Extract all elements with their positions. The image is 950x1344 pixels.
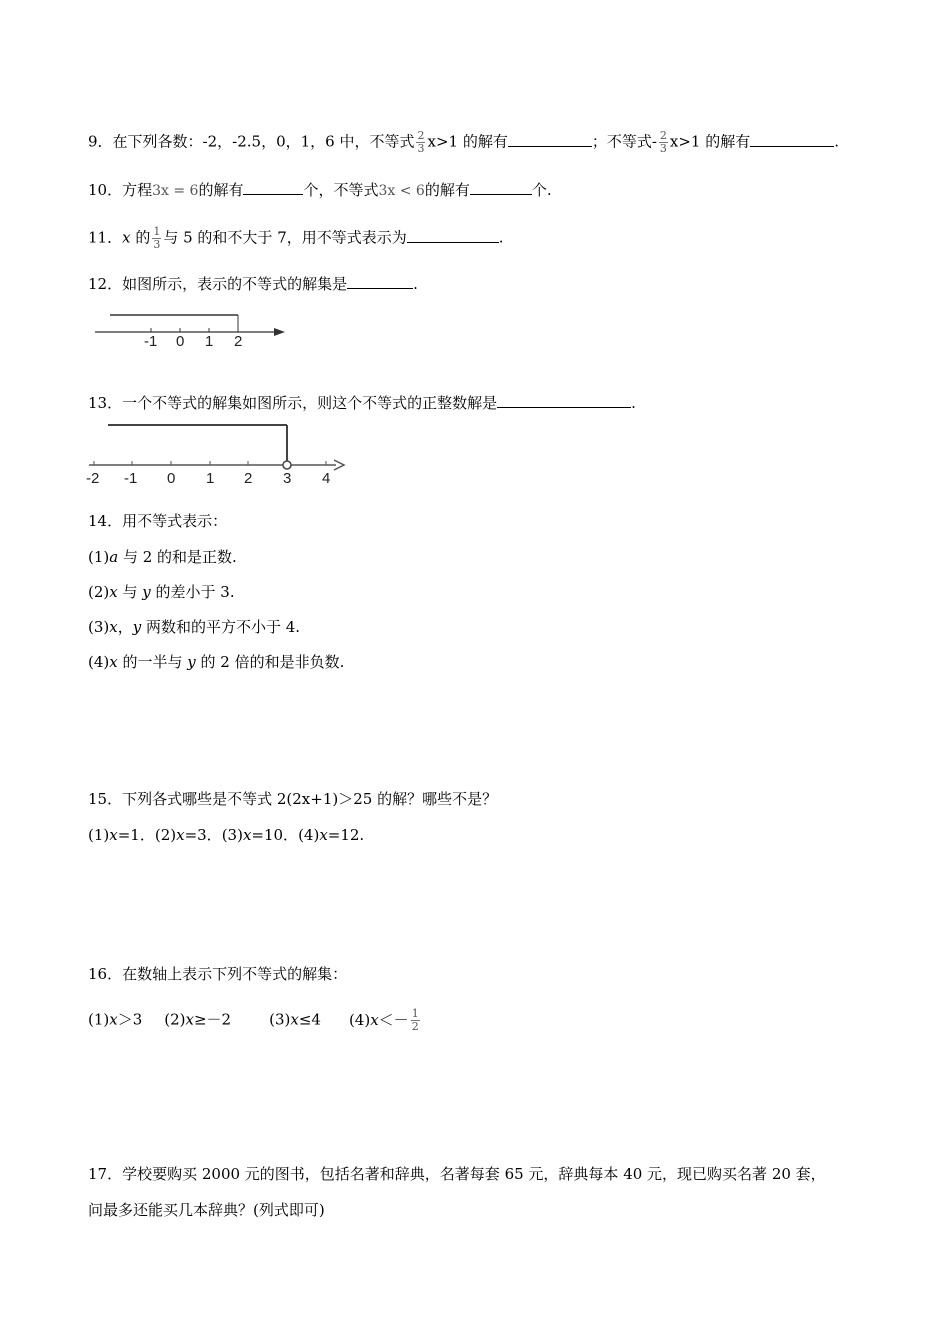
question-15-title: 15．下列各式哪些是不等式 2(2x+1)＞25 的解？哪些不是？ <box>88 790 498 808</box>
arrow-head <box>274 328 285 336</box>
fraction: $\frac{1}{2}$ <box>411 1007 419 1033</box>
question-16-title: 16．在数轴上表示下列不等式的解集： <box>88 965 348 983</box>
option-4: (4)x＜－ $\frac{1}{2}$ <box>348 1007 419 1033</box>
tick-label: 0 <box>167 470 176 487</box>
fraction: $\frac{1}{3}$ <box>153 225 161 251</box>
tick-label: 1 <box>206 470 215 487</box>
number-line-13 <box>84 420 354 488</box>
question-14-part-3: (3)x，y 两数和的平方不小于 4. <box>88 618 301 636</box>
question-17-line-1: 17．学校要购买 2000 元的图书，包括名著和辞典，名著每套 65 元，辞典每本 40 元，现已购买名著 20 套， <box>88 1165 826 1183</box>
tick-label: -1 <box>124 470 138 487</box>
answer-blank[interactable] <box>243 180 303 195</box>
tick-label: 2 <box>244 470 253 487</box>
tick-label: 0 <box>176 333 185 350</box>
answer-blank[interactable] <box>750 132 834 147</box>
question-14-part-2: (2)x 与 y 的差小于 3. <box>88 583 235 601</box>
question-12: 12．如图所示，表示的不等式的解集是 . <box>88 275 418 293</box>
open-circle <box>283 461 291 469</box>
answer-blank[interactable] <box>347 274 413 289</box>
question-14-title: 14．用不等式表示： <box>88 512 228 530</box>
question-10: 10．方程3x = 6的解有 个，不等式3x < 6的解有 个. <box>88 181 552 199</box>
question-17-line-2: 问最多还能买几本辞典？(列式即可) <box>88 1201 325 1219</box>
option-3: (3)x≤4 <box>269 1010 321 1029</box>
tick-label: 1 <box>205 333 214 350</box>
fraction: $\frac{2}{3}$ <box>659 129 667 155</box>
number-line-12 <box>90 308 290 350</box>
tick-label: 2 <box>234 333 243 350</box>
fraction: $\frac{2}{3}$ <box>417 129 425 155</box>
answer-blank[interactable] <box>407 228 499 243</box>
tick-label: -2 <box>86 470 100 487</box>
inequality: 3x < 6 <box>378 183 425 199</box>
tick-label: 4 <box>322 470 331 487</box>
question-11: 11．x 的 $\frac{1}{3}$ 与 5 的和不大于 7，用不等式表示为 . <box>88 225 504 251</box>
tick-label: 3 <box>283 470 292 487</box>
question-14-part-1: (1)a 与 2 的和是正数. <box>88 548 237 566</box>
tick-label: -1 <box>144 333 158 350</box>
question-16-options <box>88 1008 422 1033</box>
answer-blank[interactable] <box>508 132 592 147</box>
option-1: (1)x＞3 <box>88 1010 143 1029</box>
question-15-options: (1)x=1．(2)x=3．(3)x=10．(4)x=12. <box>88 826 365 844</box>
answer-blank[interactable] <box>470 180 532 195</box>
question-13: 13．一个不等式的解集如图所示，则这个不等式的正整数解是 . <box>88 394 636 412</box>
question-14-part-4: (4)x 的一半与 y 的 2 倍的和是非负数. <box>88 653 345 671</box>
answer-blank[interactable] <box>497 393 631 408</box>
equation: 3x = 6 <box>152 183 199 199</box>
question-9: 9．在下列各数：-2，-2.5，0，1，6 中，不等式 $\frac{2}{3}$ x>1 的解有 ；不等式- $\frac{2}{3}$ x>1 的解有 . <box>88 129 840 155</box>
option-2: (2)x≥－2 <box>164 1010 232 1029</box>
